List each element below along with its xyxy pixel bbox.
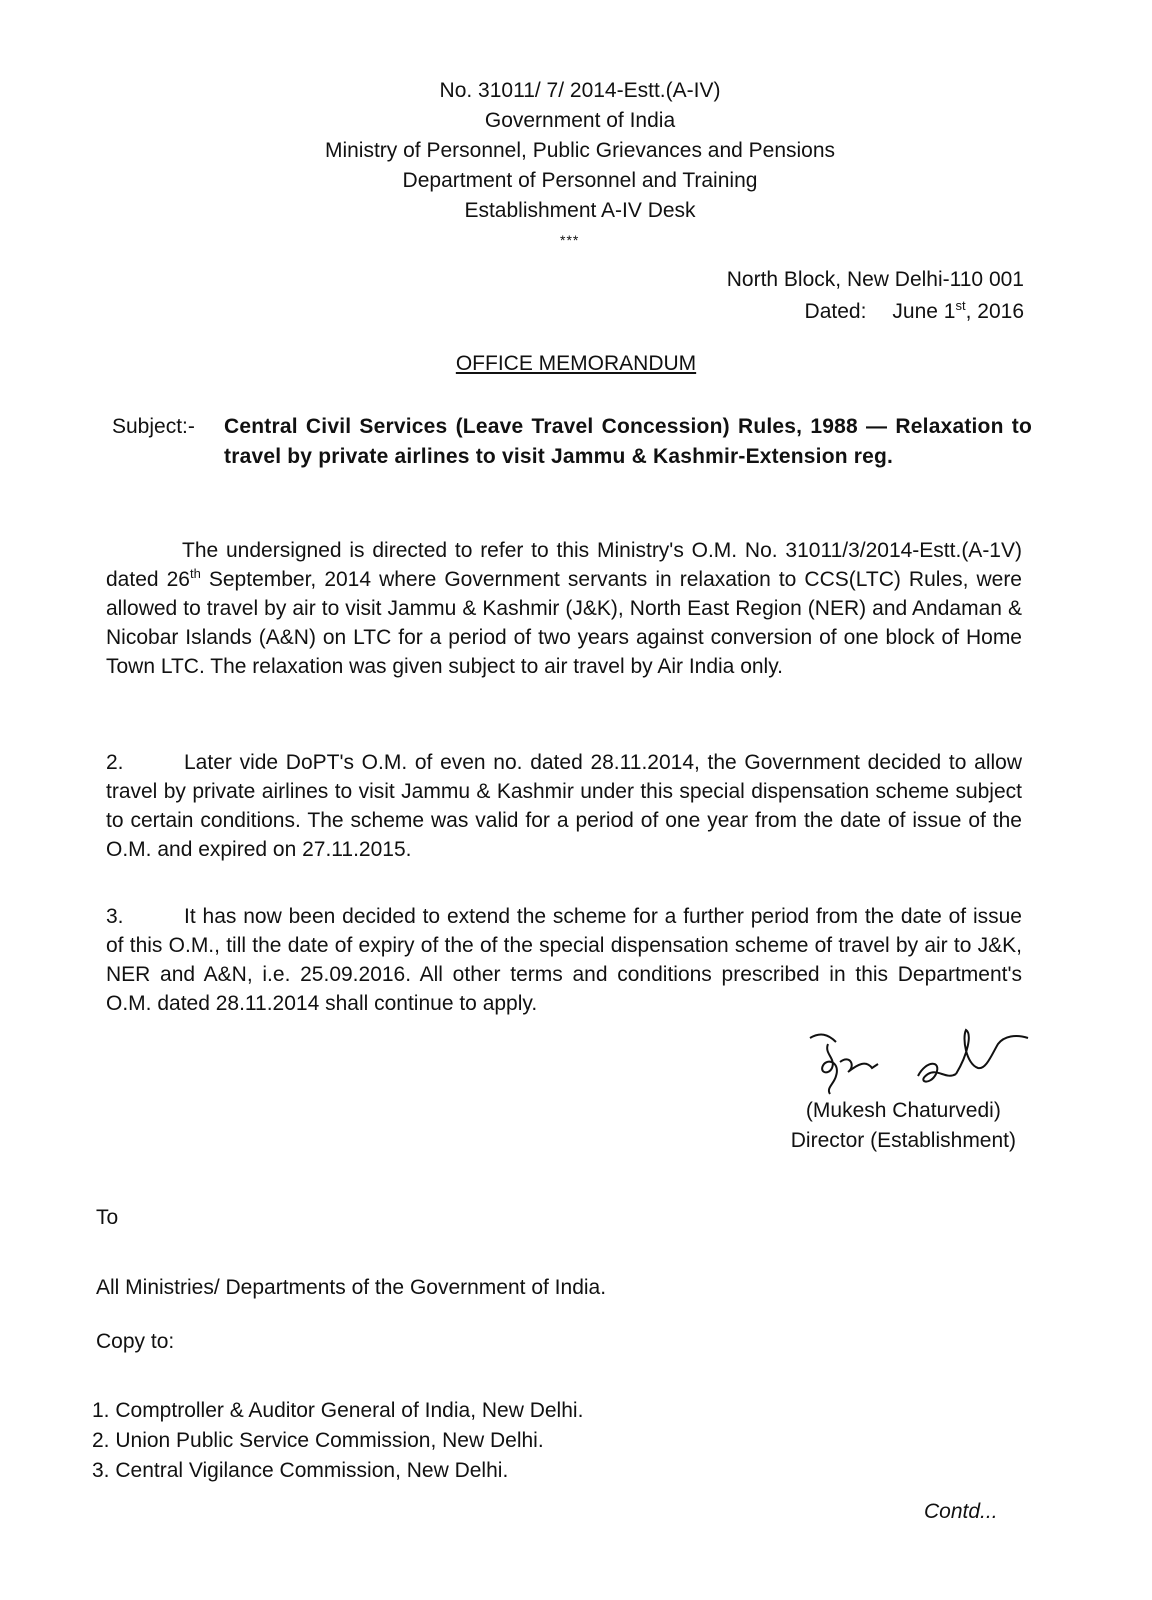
government-name: Government of India <box>484 109 676 132</box>
continued-note: Contd... <box>924 1500 998 1523</box>
paragraph-3-number: 3. <box>106 905 124 928</box>
paragraph-3 <box>106 902 1022 1018</box>
copy-to-label: Copy to: <box>96 1330 175 1353</box>
paragraph-1-sup: th <box>189 566 201 581</box>
copy-to-item: 2. Union Public Service Commission, New Delhi. <box>92 1429 544 1452</box>
desk-name: Establishment A-IV Desk <box>464 199 696 222</box>
place-and-date <box>727 264 1024 328</box>
paragraph-2 <box>106 748 1022 864</box>
paragraph-1-text-b: September, 2014 where Government servants in relaxation to CCS(LTC) Rules, were allowed to travel by air to visit Jammu & Kashmir (J&K), North East Region (NER) and Andaman & Nicobar Islands (A&N) on LTC for a period of two years against conversion of one block of Home Town LTC. The relaxation was given subject to air travel by Air India only. <box>106 568 1022 678</box>
date-label: Dated: <box>804 300 867 323</box>
reference-number: No. 31011/ 7/ 2014-Estt.(A-IV) <box>439 79 721 102</box>
paragraph-2-number: 2. <box>106 751 124 774</box>
signatory-name: (Mukesh Chaturvedi) <box>805 1099 1001 1122</box>
separator-stars: *** <box>560 232 580 248</box>
to-label: To <box>96 1206 119 1229</box>
paragraph-1-text-a: The undersigned is directed to refer to this Ministry's O.M. No. 31011/3/2014-Estt.(A-1V) dated 26 <box>106 539 1022 591</box>
memo-title: OFFICE MEMORANDUM <box>455 352 697 375</box>
letterhead <box>0 76 1152 226</box>
paragraph-3-text: It has now been decided to extend the scheme for a further period from the date of issue of this O.M., till the date of expiry of the of the special dispensation scheme of travel by air to J&K, NER and A&N, i.e. 25.09.2016. All other terms and conditions prescribed in this Department's O.M. dated 28.11.2014 shall continue to apply. <box>106 905 1022 1015</box>
ministry-name: Ministry of Personnel, Public Grievances and Pensions <box>324 139 836 162</box>
signatory-designation: Director (Establishment) <box>790 1129 1016 1152</box>
copy-to-list <box>92 1396 583 1486</box>
handwritten-signature <box>806 1024 1036 1104</box>
department-name: Department of Personnel and Training <box>402 169 758 192</box>
date-line <box>727 296 1024 328</box>
copy-to-item: 1. Comptroller & Auditor General of India, New Delhi. <box>92 1399 584 1422</box>
date-suffix: st <box>955 298 966 313</box>
signatory-block <box>791 1096 1016 1156</box>
subject-label: Subject:- <box>112 415 195 438</box>
copy-to-item: 3. Central Vigilance Commission, New Delhi. <box>92 1459 509 1482</box>
subject-text: Central Civil Services (Leave Travel Concession) Rules, 1988 — Relaxation to travel by private airlines to visit Jammu & Kashmir-Extension reg. <box>224 415 1032 468</box>
date-year: , 2016 <box>965 300 1024 323</box>
paragraph-1 <box>106 536 1022 681</box>
paragraph-2-text: Later vide DoPT's O.M. of even no. dated 28.11.2014, the Government decided to allow travel by private airlines to visit Jammu & Kashmir under this special dispensation scheme subject to certain conditions. The scheme was valid for a period of one year from the date of issue of the O.M. and expired on 27.11.2015. <box>106 751 1022 861</box>
to-recipients: All Ministries/ Departments of the Government of India. <box>96 1276 607 1299</box>
place: North Block, New Delhi-110 001 <box>726 268 1024 291</box>
date-month-day: June 1 <box>892 300 956 323</box>
